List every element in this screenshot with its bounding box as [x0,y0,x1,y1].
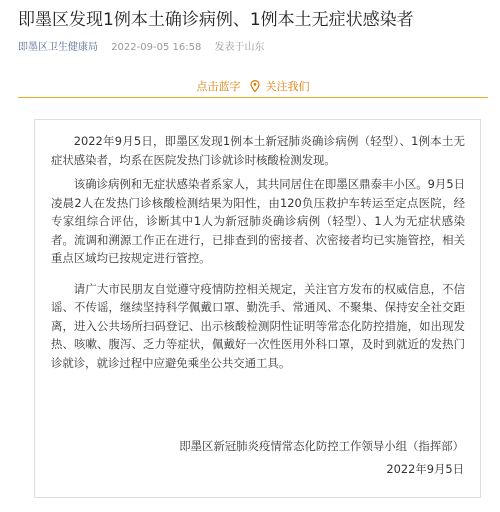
article-meta [18,38,265,53]
publish-location: 发表于山东 [214,42,265,53]
notice-paragraph-1: 2022年9月5日，即墨区发现1例本土新冠肺炎确诊病例（轻型）、1例本土无症状感染者，均系在医院发热门诊就诊时核酸检测发现。 [51,134,465,167]
follow-us-label: 关注我们 [265,80,310,93]
notice-paragraph-2: 该确诊病例和无症状感染者系家人，其共同居住在即墨区鼎泰丰小区。9月5日凌晨2人在发热门诊核酸检测结果为阳性，由120负压救护车转运至定点医院，经专家组综合评估，诊断其中1人为新冠肺炎确诊病例（轻型）、1人为无症状感染者。流调和溯源工作正在进行，已排查到的密接者、次密接者均已实施管控，相关重点区域均已按规定进行管控。 [51,177,465,265]
notice-box [34,119,481,498]
account-name-link[interactable]: 即墨区卫生健康局 [18,42,98,53]
notice-signature-date: 2022年9月5日 [386,462,464,476]
follow-banner[interactable] [18,78,488,98]
notice-paragraph-3: 请广大市民朋友自觉遵守疫情防控相关规定，关注官方发布的权威信息，不信谣、不传谣，继续坚持科学佩戴口罩、勤洗手、常通风、不聚集、保持安全社交距离，进入公共场所扫码登记、出示核酸检测阴性证明等常态化防控措施，如出现发热、咳嗽、腹泻、乏力等症状，佩戴好一次性医用外科口罩，及时到就近的发热门诊就诊，就诊过程中应避免乘坐公共交通工具。 [51,281,465,370]
location-pin-icon [250,80,260,92]
publish-time: 2022-09-05 16:58 [111,42,202,53]
click-blue-text-label: 点击蓝字 [196,80,241,93]
article-title: 即墨区发现1例本土确诊病例、1例本土无症状感染者 [18,10,414,30]
follow-banner-underline [18,97,488,98]
follow-banner-text[interactable] [197,78,310,96]
notice-signature-org: 即墨区新冠肺炎疫情常态化防控工作领导小组（指挥部） [179,439,464,453]
